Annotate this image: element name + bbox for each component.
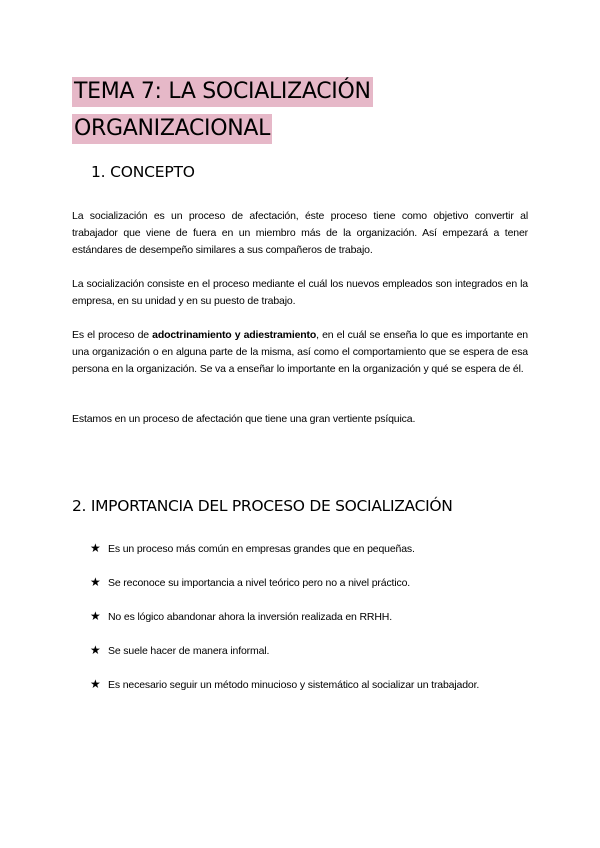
- paragraph-4: Estamos en un proceso de afectación que tiene una gran vertiente psíquica.: [72, 413, 416, 425]
- list-item-text: Es un proceso más común en empresas grandes que en pequeñas.: [108, 543, 415, 555]
- paragraph-3-bold: adoctrinamiento y adiestramiento: [152, 329, 317, 341]
- list-item: [90, 608, 392, 625]
- list-item-text: Se reconoce su importancia a nivel teórico pero no a nivel práctico.: [108, 577, 411, 589]
- list-item: [90, 574, 410, 591]
- paragraph-2: La socialización consiste en el proceso mediante el cuál los nuevos empleados son integrados en la empresa, en su unidad y en su puesto de trabajo.: [72, 278, 528, 307]
- star-icon: ★: [90, 643, 101, 657]
- star-icon: ★: [90, 541, 101, 555]
- paragraph-1: La socialización es un proceso de afectación, éste proceso tiene como objetivo convertir al trabajador que viene de fuera en un miembro más de la organización. Así empezará a tener estándares de desempeño similares a sus compañeros de trabajo.: [72, 210, 528, 256]
- page-title-line-2: ORGANIZACIONAL: [72, 114, 272, 144]
- paragraph-3: [72, 327, 528, 378]
- paragraph-3-pre: Es el proceso de: [72, 329, 153, 341]
- page-title-line-1: TEMA 7: LA SOCIALIZACIÓN: [72, 77, 373, 107]
- section-heading-concepto: 1. CONCEPTO: [91, 163, 195, 181]
- paragraph-3-post: , en el cuál se enseña lo que es importante en una organización o en alguna parte de la misma, así como el comportamiento que se espera de esa persona en la organización. Se va a enseñar lo importante en la organización y qué se espera de él.: [72, 329, 528, 375]
- list-item: [90, 540, 415, 557]
- star-icon: ★: [90, 575, 101, 589]
- star-icon: ★: [90, 677, 101, 691]
- star-icon: ★: [90, 609, 101, 623]
- section-heading-importancia: 2. IMPORTANCIA DEL PROCESO DE SOCIALIZACIÓN: [72, 497, 453, 515]
- list-item: [90, 642, 269, 659]
- list-item-text: Se suele hacer de manera informal.: [108, 645, 270, 657]
- list-item: [90, 676, 479, 693]
- list-item-text: Es necesario seguir un método minucioso y sistemático al socializar un trabajador.: [108, 679, 480, 691]
- list-item-text: No es lógico abandonar ahora la inversión realizada en RRHH.: [108, 611, 393, 623]
